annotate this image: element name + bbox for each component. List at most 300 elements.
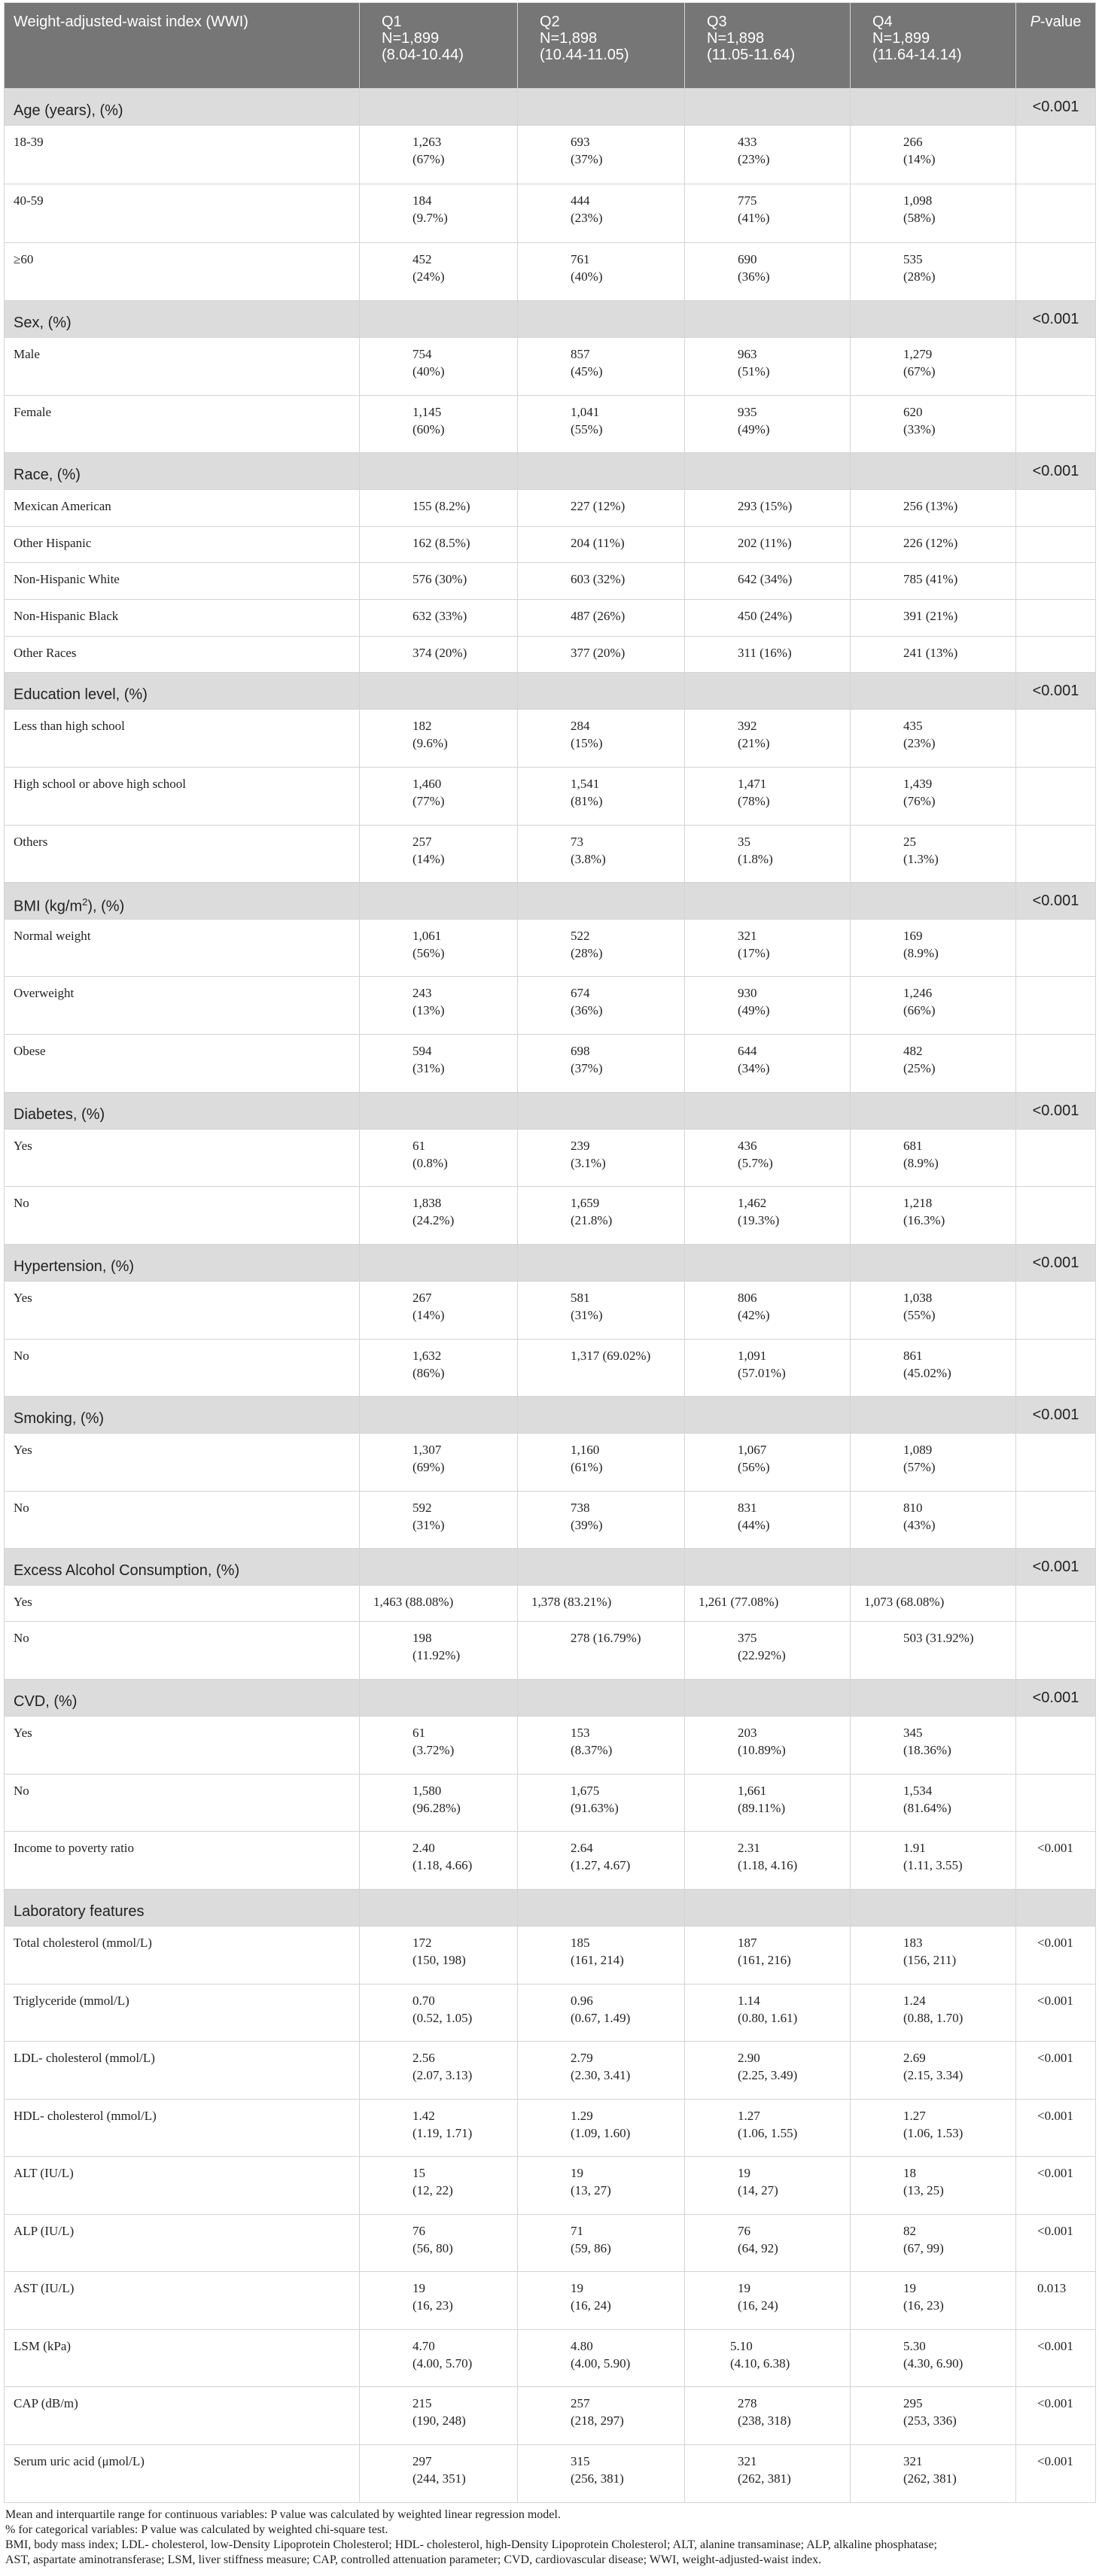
p-value-cell — [1016, 1717, 1096, 1775]
value-subline: (2.30, 3.41) — [571, 2068, 631, 2082]
table-row — [5, 490, 1096, 527]
value-subline: (21%) — [738, 736, 770, 750]
header-q3: Q3 N=1,898 (11.05-11.64) — [685, 3, 851, 89]
value-subline: (0.88, 1.70) — [903, 2011, 964, 2025]
p-value-cell — [1016, 490, 1096, 527]
value-cell-q3 — [685, 1340, 851, 1397]
row-label: LSM (kPa) — [5, 2330, 360, 2387]
footnote-line: % for categorical variables: P value was calculated by weighted chi-square test. — [5, 2523, 388, 2536]
value-line: 187 — [738, 1936, 757, 1950]
value-subline: (61%) — [571, 1460, 603, 1474]
value-line: 1,317 (69.02%) — [571, 1349, 651, 1363]
row-label: Yes — [5, 1434, 360, 1492]
value-line: 690 — [738, 252, 757, 266]
value-cell-q3 — [685, 1492, 851, 1549]
value-subline: (0.80, 1.61) — [738, 2011, 798, 2025]
p-value-cell: <0.001 — [1016, 883, 1096, 920]
value-line: 1,263 — [413, 135, 442, 149]
value-cell-q1 — [360, 1586, 518, 1622]
value-cell-q4 — [851, 396, 1016, 453]
value-line: 15 — [413, 2166, 425, 2180]
value-cell-q3 — [685, 1586, 851, 1622]
value-line: 226 (12%) — [903, 536, 958, 550]
p-value-cell — [1016, 1775, 1096, 1832]
section-header-row — [5, 1549, 1096, 1586]
row-label: 18-39 — [5, 126, 360, 184]
value-line: 256 (13%) — [903, 499, 958, 513]
value-subline: (42%) — [738, 1308, 770, 1322]
value-line: 1,091 — [738, 1349, 767, 1363]
value-cell-q1 — [360, 2042, 518, 2100]
p-value-cell: <0.001 — [1016, 453, 1096, 490]
section-label: BMI $(kg/m^2)$, (%) — [5, 883, 360, 920]
p-value-cell — [1016, 527, 1096, 563]
value-subline: (1.19, 1.71) — [413, 2126, 473, 2140]
value-subline: (64, 92) — [738, 2241, 778, 2255]
value-subline: (36%) — [571, 1003, 603, 1017]
value-line: 241 (13%) — [903, 646, 958, 660]
value-line: 2.31 — [738, 1841, 760, 1855]
value-line: 239 — [571, 1139, 590, 1153]
value-subline: (96.28%) — [413, 1801, 461, 1815]
value-line: 76 — [413, 2224, 425, 2238]
value-cell-q4 — [851, 1187, 1016, 1245]
value-subline: (8.37%) — [571, 1743, 613, 1757]
section-empty-cell — [851, 453, 1016, 490]
value-cell-q2 — [518, 768, 685, 826]
value-subline: (21.8%) — [571, 1213, 613, 1227]
p-value-cell — [1016, 1282, 1096, 1340]
value-line: 436 — [738, 1139, 757, 1153]
value-cell-q3 — [685, 338, 851, 396]
baseline-characteristics-table — [4, 2, 1096, 2503]
section-empty-cell — [360, 1549, 518, 1586]
p-value-cell — [1016, 338, 1096, 396]
section-empty-cell — [851, 1890, 1016, 1927]
value-line: 1.27 — [738, 2109, 760, 2123]
value-line: 433 — [738, 135, 757, 149]
value-subline: (37%) — [571, 1061, 603, 1075]
value-line: 435 — [903, 719, 923, 733]
p-value-cell: <0.001 — [1016, 2157, 1096, 2215]
row-label: No — [5, 1622, 360, 1680]
value-line: 1,541 — [571, 777, 600, 791]
value-subline: (11.92%) — [413, 1648, 461, 1662]
section-header-row — [5, 1680, 1096, 1717]
section-empty-cell — [851, 1245, 1016, 1282]
section-label: Education level, (%) — [5, 673, 360, 710]
value-line: 963 — [738, 347, 757, 361]
value-cell-q1 — [360, 1927, 518, 1984]
section-empty-cell — [360, 1093, 518, 1130]
value-line: 2.90 — [738, 2051, 760, 2065]
value-subline: (253, 336) — [903, 2413, 957, 2428]
section-empty-cell — [518, 1680, 685, 1717]
section-header-row — [5, 673, 1096, 710]
value-subline: (8.9%) — [903, 1156, 939, 1170]
value-subline: (0.67, 1.49) — [571, 2011, 631, 2025]
value-subline: (58%) — [903, 211, 936, 225]
table-row — [5, 1130, 1096, 1187]
value-line: 1,534 — [903, 1784, 933, 1798]
value-cell-q3 — [685, 243, 851, 301]
value-subline: (16.3%) — [903, 1213, 945, 1227]
p-value-cell — [1016, 1035, 1096, 1093]
table-row — [5, 563, 1096, 600]
p-value-cell — [1016, 1434, 1096, 1492]
value-cell-q1 — [360, 1984, 518, 2042]
value-subline: (244, 351) — [413, 2471, 466, 2486]
value-cell-q4 — [851, 1775, 1016, 1832]
table-row — [5, 1492, 1096, 1549]
value-line: 452 — [413, 252, 432, 266]
section-empty-cell — [851, 1093, 1016, 1130]
value-cell-q4 — [851, 2042, 1016, 2100]
value-line: 266 — [903, 135, 923, 149]
row-label: CAP (dB/m) — [5, 2387, 360, 2445]
value-cell-q4 — [851, 637, 1016, 673]
value-line: 71 — [571, 2224, 583, 2238]
value-cell-q2 — [518, 826, 685, 883]
value-subline: (41%) — [738, 211, 770, 225]
row-label: No — [5, 1775, 360, 1832]
value-cell-q4 — [851, 1832, 1016, 1890]
value-line: 321 — [903, 2454, 923, 2468]
value-line: 1,471 — [738, 777, 767, 791]
table-row — [5, 1340, 1096, 1397]
row-label: Others — [5, 826, 360, 883]
value-subline: (14%) — [903, 152, 936, 166]
value-cell-q2 — [518, 126, 685, 184]
header-q2: Q2 N=1,898 (10.44-11.05) — [518, 3, 685, 89]
value-cell-q1 — [360, 1340, 518, 1397]
value-cell-q1 — [360, 637, 518, 673]
value-cell-q2 — [518, 1035, 685, 1093]
section-label: Diabetes, (%) — [5, 1093, 360, 1130]
value-line: 198 — [413, 1631, 432, 1645]
value-cell-q2 — [518, 2157, 685, 2215]
value-subline: (23%) — [738, 152, 770, 166]
table-row — [5, 243, 1096, 301]
value-line: 153 — [571, 1726, 590, 1740]
row-label: No — [5, 1492, 360, 1549]
row-label: Yes — [5, 1717, 360, 1775]
value-subline: (2.25, 3.49) — [738, 2068, 798, 2082]
section-empty-cell — [518, 301, 685, 338]
value-subline: (67%) — [413, 152, 445, 166]
value-line: 267 — [413, 1291, 432, 1305]
value-line: 1,145 — [413, 405, 442, 419]
value-cell-q2 — [518, 637, 685, 673]
value-cell-q4 — [851, 710, 1016, 768]
value-cell-q3 — [685, 396, 851, 453]
value-line: 257 — [571, 2396, 590, 2410]
value-cell-q4 — [851, 527, 1016, 563]
value-subline: (2.07, 3.13) — [413, 2068, 473, 2082]
value-cell-q4 — [851, 2215, 1016, 2272]
value-line: 2.64 — [571, 1841, 593, 1855]
value-cell-q3 — [685, 2100, 851, 2157]
value-cell-q3 — [685, 920, 851, 977]
value-cell-q4 — [851, 826, 1016, 883]
p-value-cell: <0.001 — [1016, 2042, 1096, 2100]
table-row — [5, 2387, 1096, 2445]
value-cell-q1 — [360, 1282, 518, 1340]
section-empty-cell — [360, 883, 518, 920]
value-cell-q4 — [851, 184, 1016, 243]
value-line: 35 — [738, 835, 750, 849]
section-header-row — [5, 1245, 1096, 1282]
p-value-cell: <0.001 — [1016, 2100, 1096, 2157]
value-subline: (51%) — [738, 364, 770, 379]
value-subline: (3.72%) — [413, 1743, 455, 1757]
value-cell-q1 — [360, 338, 518, 396]
value-cell-q4 — [851, 1282, 1016, 1340]
value-subline: (161, 216) — [738, 1953, 791, 1967]
value-line: 444 — [571, 193, 590, 208]
value-line: 257 — [413, 835, 432, 849]
value-cell-q3 — [685, 1832, 851, 1890]
section-empty-cell — [685, 1245, 851, 1282]
value-line: 861 — [903, 1349, 923, 1363]
row-label: Triglyceride (mmol/L) — [5, 1984, 360, 2042]
value-subline: (57.01%) — [738, 1366, 786, 1380]
value-subline: (37%) — [571, 152, 603, 166]
value-line: 681 — [903, 1139, 923, 1153]
value-line: 576 (30%) — [413, 572, 467, 586]
value-line: 450 (24%) — [738, 609, 793, 623]
value-line: 243 — [413, 986, 432, 1000]
value-line: 581 — [571, 1291, 590, 1305]
value-subline: (14%) — [413, 852, 445, 866]
value-cell-q1 — [360, 563, 518, 600]
value-cell-q1 — [360, 184, 518, 243]
value-subline: (150, 198) — [413, 1953, 466, 1967]
value-cell-q3 — [685, 1927, 851, 1984]
value-subline: (1.8%) — [738, 852, 773, 866]
value-line: 1,307 — [413, 1443, 442, 1457]
value-cell-q3 — [685, 826, 851, 883]
value-line: 487 (26%) — [571, 609, 626, 623]
row-label: Female — [5, 396, 360, 453]
value-subline: (17%) — [738, 946, 770, 960]
value-cell-q4 — [851, 243, 1016, 301]
section-empty-cell — [685, 673, 851, 710]
value-line: 19 — [903, 2281, 916, 2295]
table-row — [5, 2042, 1096, 2100]
value-cell-q1 — [360, 2272, 518, 2330]
p-value-cell — [1016, 126, 1096, 184]
value-line: 775 — [738, 193, 757, 208]
value-line: 1.24 — [903, 1994, 926, 2008]
value-line: 375 — [738, 1631, 757, 1645]
header-variable: Weight-adjusted-waist index (WWI) — [5, 3, 360, 89]
section-empty-cell — [360, 89, 518, 126]
value-cell-q1 — [360, 977, 518, 1035]
p-value-cell — [1016, 396, 1096, 453]
value-subline: (1.09, 1.60) — [571, 2126, 631, 2140]
value-line: 1,661 — [738, 1784, 767, 1798]
value-subline: (24.2%) — [413, 1213, 455, 1227]
value-cell-q4 — [851, 490, 1016, 527]
value-line: 785 (41%) — [903, 572, 958, 586]
value-cell-q4 — [851, 2157, 1016, 2215]
value-cell-q1 — [360, 243, 518, 301]
section-header-row — [5, 1093, 1096, 1130]
value-subline: (1.06, 1.55) — [738, 2126, 798, 2140]
row-label: Other Races — [5, 637, 360, 673]
p-value-cell: <0.001 — [1016, 1397, 1096, 1434]
value-subline: (1.27, 4.67) — [571, 1858, 631, 1872]
section-empty-cell — [685, 89, 851, 126]
value-cell-q3 — [685, 2272, 851, 2330]
value-subline: (78%) — [738, 794, 770, 808]
section-empty-cell — [360, 1680, 518, 1717]
value-cell-q4 — [851, 1586, 1016, 1622]
value-subline: (161, 214) — [571, 1953, 624, 1967]
section-empty-cell — [518, 453, 685, 490]
table-row — [5, 637, 1096, 673]
section-empty-cell — [685, 453, 851, 490]
row-label: Other Hispanic — [5, 527, 360, 563]
value-cell-q3 — [685, 563, 851, 600]
value-line: 1.91 — [903, 1841, 926, 1855]
value-cell-q4 — [851, 1622, 1016, 1680]
table-row — [5, 126, 1096, 184]
p-value-cell: <0.001 — [1016, 1927, 1096, 1984]
row-label: Income to poverty ratio — [5, 1832, 360, 1890]
value-cell-q2 — [518, 1434, 685, 1492]
value-line: 594 — [413, 1044, 432, 1058]
value-subline: (43%) — [903, 1518, 936, 1532]
value-line: 0.70 — [413, 1994, 435, 2008]
table-row — [5, 2157, 1096, 2215]
p-value-cell — [1016, 1340, 1096, 1397]
value-line: 4.80 — [571, 2339, 593, 2353]
section-header-row — [5, 1397, 1096, 1434]
p-value-cell: <0.001 — [1016, 2330, 1096, 2387]
value-cell-q4 — [851, 1984, 1016, 2042]
row-label: Non-Hispanic White — [5, 563, 360, 600]
value-line: 857 — [571, 347, 590, 361]
value-cell-q2 — [518, 490, 685, 527]
value-subline: (13, 27) — [571, 2183, 611, 2197]
value-line: 5.10 — [730, 2339, 753, 2353]
p-value-cell: <0.001 — [1016, 1093, 1096, 1130]
value-cell-q2 — [518, 1984, 685, 2042]
row-label: ≥60 — [5, 243, 360, 301]
value-cell-q4 — [851, 563, 1016, 600]
value-cell-q3 — [685, 600, 851, 637]
section-empty-cell — [851, 673, 1016, 710]
value-cell-q4 — [851, 2272, 1016, 2330]
value-line: 738 — [571, 1501, 590, 1515]
section-empty-cell — [360, 301, 518, 338]
value-line: 345 — [903, 1726, 923, 1740]
value-cell-q4 — [851, 2330, 1016, 2387]
value-cell-q2 — [518, 2330, 685, 2387]
section-label: Age (years), (%) — [5, 89, 360, 126]
value-line: 1.27 — [903, 2109, 926, 2123]
value-cell-q2 — [518, 1717, 685, 1775]
table-row — [5, 2272, 1096, 2330]
value-line: 19 — [571, 2166, 583, 2180]
p-value-cell: <0.001 — [1016, 1245, 1096, 1282]
value-line: 1,463 (88.08%) — [373, 1595, 454, 1609]
value-subline: (256, 381) — [571, 2471, 624, 2486]
value-cell-q1 — [360, 2100, 518, 2157]
table-row — [5, 600, 1096, 637]
section-empty-cell — [518, 89, 685, 126]
footnote-line: BMI, body mass index; LDL- cholesterol, low-Density Lipoprotein Cholesterol; HDL- cholesterol, high-Density Lipoprotein Cholesterol; ALT, alanine transaminase; ALP, alkaline phosphatase; — [5, 2538, 937, 2551]
p-value-cell: <0.001 — [1016, 1549, 1096, 1586]
value-line: 644 — [738, 1044, 757, 1058]
footnote-line: Mean and interquartile range for continuous variables: P value was calculated by weighted linear regression model. — [5, 2508, 561, 2521]
value-cell-q2 — [518, 977, 685, 1035]
section-empty-cell — [518, 1245, 685, 1282]
section-empty-cell — [685, 1397, 851, 1434]
value-line: 1,675 — [571, 1784, 600, 1798]
value-cell-q2 — [518, 600, 685, 637]
table-row — [5, 2100, 1096, 2157]
value-subline: (91.63%) — [571, 1801, 619, 1815]
value-cell-q3 — [685, 2215, 851, 2272]
section-empty-cell — [851, 1549, 1016, 1586]
value-cell-q1 — [360, 1130, 518, 1187]
section-empty-cell — [685, 1680, 851, 1717]
value-line: 377 (20%) — [571, 646, 626, 660]
table-row — [5, 710, 1096, 768]
value-cell-q1 — [360, 2157, 518, 2215]
section-empty-cell — [360, 1890, 518, 1927]
value-cell-q1 — [360, 2215, 518, 2272]
value-subline: (56, 80) — [413, 2241, 453, 2255]
value-cell-q2 — [518, 1492, 685, 1549]
value-cell-q2 — [518, 1832, 685, 1890]
value-line: 642 (34%) — [738, 572, 793, 586]
value-cell-q1 — [360, 1775, 518, 1832]
table-row — [5, 2445, 1096, 2503]
value-subline: (40%) — [571, 269, 603, 284]
value-subline: (1.18, 4.66) — [413, 1858, 473, 1872]
value-cell-q1 — [360, 527, 518, 563]
value-line: 202 (11%) — [738, 536, 792, 550]
table-row — [5, 1586, 1096, 1622]
header-row — [5, 3, 1096, 89]
value-cell-q1 — [360, 396, 518, 453]
value-cell-q2 — [518, 243, 685, 301]
value-subline: (8.9%) — [903, 946, 939, 960]
value-subline: (22.92%) — [738, 1648, 786, 1662]
value-cell-q3 — [685, 2157, 851, 2215]
value-cell-q1 — [360, 600, 518, 637]
value-subline: (23%) — [571, 211, 603, 225]
value-line: 535 — [903, 252, 923, 266]
value-cell-q3 — [685, 768, 851, 826]
p-value-cell: <0.001 — [1016, 673, 1096, 710]
value-subline: (34%) — [738, 1061, 770, 1075]
value-cell-q4 — [851, 1717, 1016, 1775]
value-line: 61 — [413, 1139, 425, 1153]
section-empty-cell — [851, 89, 1016, 126]
value-cell-q1 — [360, 2445, 518, 2503]
value-line: 183 — [903, 1936, 923, 1950]
value-cell-q4 — [851, 1492, 1016, 1549]
value-subline: (69%) — [413, 1460, 445, 1474]
value-cell-q3 — [685, 1187, 851, 1245]
value-subline: (13, 25) — [903, 2183, 944, 2197]
value-subline: (57%) — [903, 1460, 936, 1474]
